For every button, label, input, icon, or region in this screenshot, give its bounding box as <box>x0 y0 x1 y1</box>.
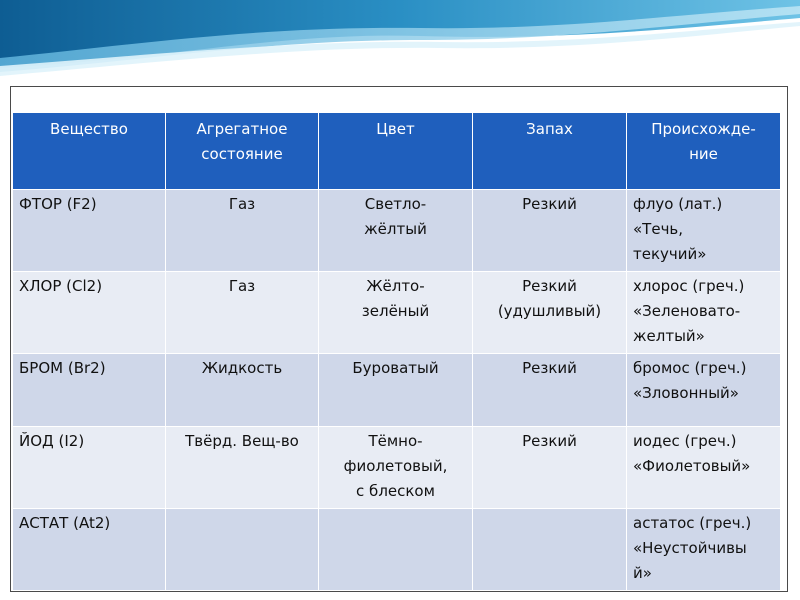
cell-origin: иодес (греч.) «Фиолетовый» <box>627 427 781 509</box>
cell-state <box>166 509 319 591</box>
wave-header-decoration <box>0 0 800 80</box>
cell-smell: Резкий <box>473 354 627 427</box>
table-row <box>13 190 781 272</box>
col-header-smell: Запах <box>473 113 627 190</box>
cell-state: Твёрд. Вещ-во <box>166 427 319 509</box>
cell-origin: бромос (греч.) «Зловонный» <box>627 354 781 427</box>
col-header-substance: Вещество <box>13 113 166 190</box>
cell-color: Жёлто- зелёный <box>319 272 473 354</box>
cell-color <box>319 509 473 591</box>
cell-state: Газ <box>166 272 319 354</box>
cell-color: Тёмно- фиолетовый, с блеском <box>319 427 473 509</box>
cell-substance: ФТОР (F2) <box>13 190 166 272</box>
table-row <box>13 272 781 354</box>
halogens-table <box>12 112 781 591</box>
table-row <box>13 427 781 509</box>
cell-substance: БРОМ (Br2) <box>13 354 166 427</box>
cell-smell: Резкий (удушливый) <box>473 272 627 354</box>
table-row <box>13 354 781 427</box>
table-row <box>13 509 781 591</box>
cell-smell: Резкий <box>473 190 627 272</box>
col-header-origin: Происхожде- ние <box>627 113 781 190</box>
col-header-state: Агрегатное состояние <box>166 113 319 190</box>
table-header-row <box>13 113 781 190</box>
cell-state: Жидкость <box>166 354 319 427</box>
cell-origin: астатос (греч.) «Неустойчивы й» <box>627 509 781 591</box>
cell-origin: хлорос (греч.) «Зеленовато- желтый» <box>627 272 781 354</box>
cell-substance: АСТАТ (At2) <box>13 509 166 591</box>
cell-smell: Резкий <box>473 427 627 509</box>
col-header-color: Цвет <box>319 113 473 190</box>
cell-substance: ХЛОР (Cl2) <box>13 272 166 354</box>
cell-color: Буроватый <box>319 354 473 427</box>
cell-substance: ЙОД (I2) <box>13 427 166 509</box>
cell-color: Светло- жёлтый <box>319 190 473 272</box>
cell-smell <box>473 509 627 591</box>
cell-state: Газ <box>166 190 319 272</box>
cell-origin: флуо (лат.) «Течь, текучий» <box>627 190 781 272</box>
